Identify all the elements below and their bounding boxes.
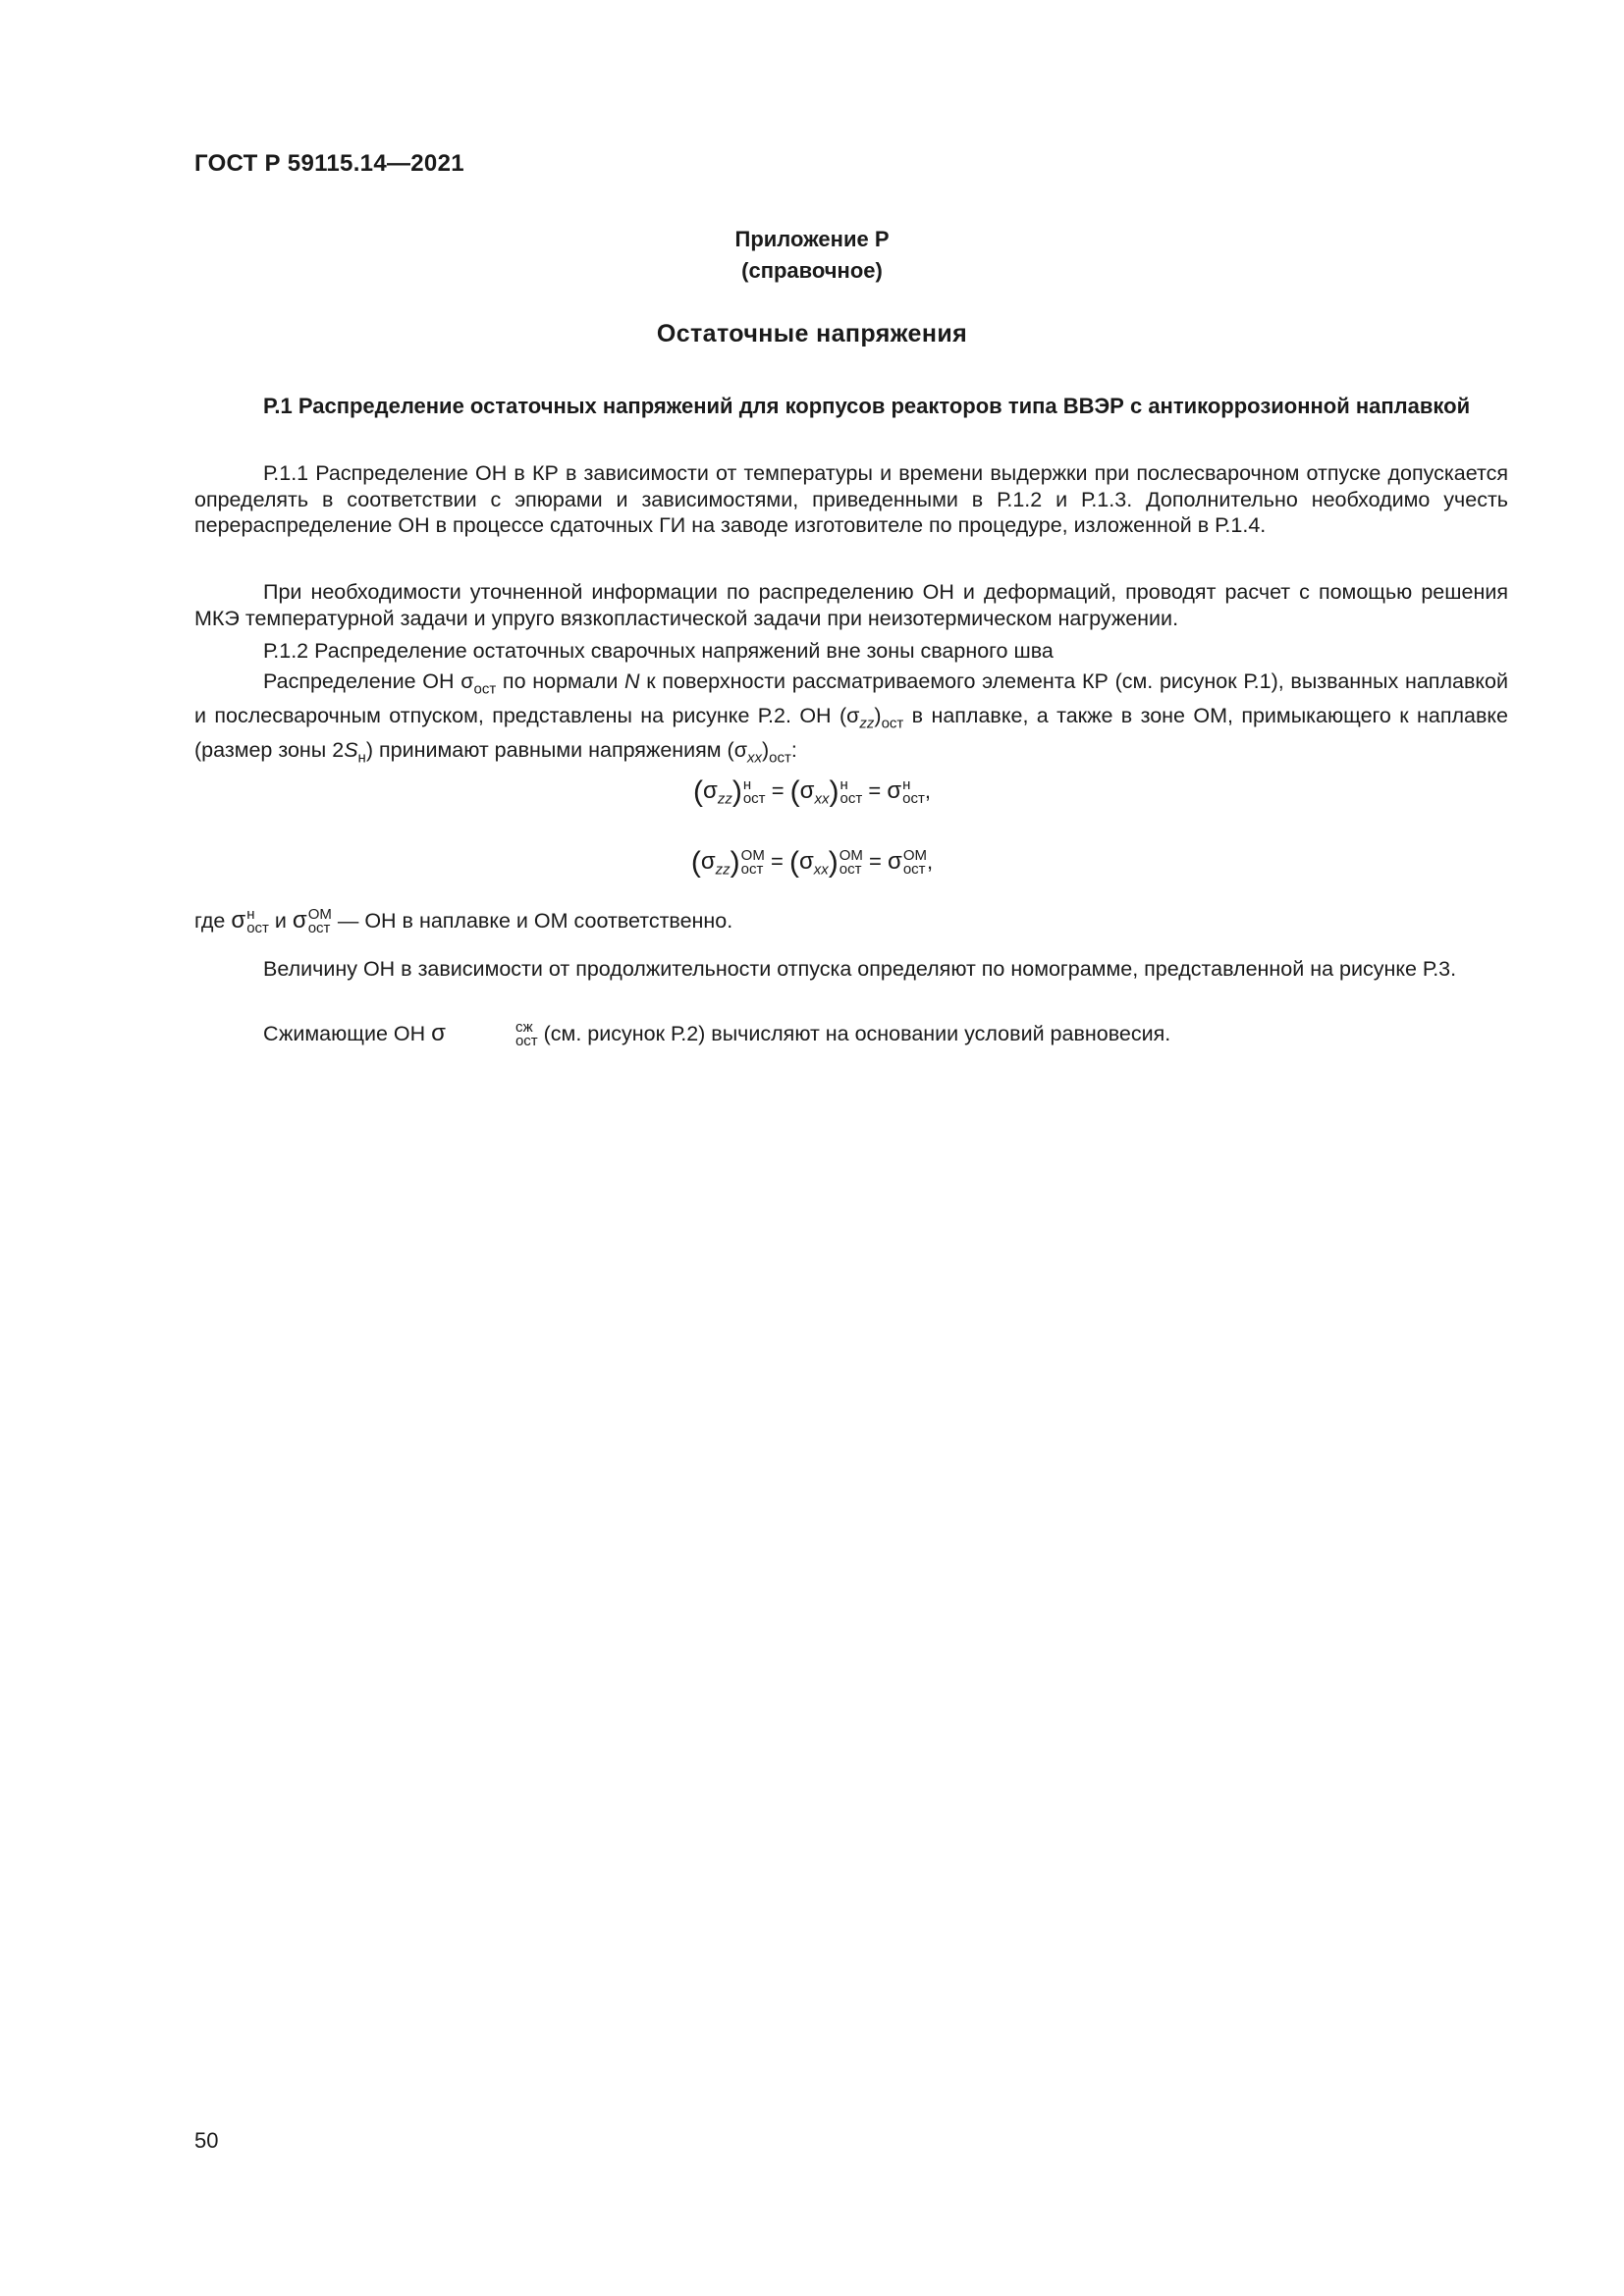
paragraph-p1-1: Р.1.1 Распределение ОН в КР в зависимости от температуры и времени выдержки при послесварочном отпуске допускается определять в соответствии с эпюрами и зависимостями, приведенными в Р.1.2 и Р.1.3. Дополнительно необходимо учесть перераспределение ОН в процессе сдаточных ГИ на заводе изготовителе по процедуре, изложенной в Р.1.4. [194,461,1508,537]
document-code: ГОСТ Р 59115.14—2021 [194,150,464,177]
paragraph-distribution: Распределение ОН $\sigma_{ост}$ по нормали N к поверхности рассматриваемого элемента КР (см. рисунок Р.1), вызванных наплавкой и послесварочным отпуском, представлены на рисунке Р.2. ОН $(\sigma_{zz})_{ост}$ в наплавке, а также в зоне ОМ, примыкающего к наплавке (размер зоны $2S_н$) принимают равными напряжениям $(\sigma_{xx})_{ост}$: [194,669,1509,766]
annex-note: (справочное) [741,258,883,283]
paragraph-block [194,1021,1508,1048]
formula-base-metal: $(\sigma_{zz})$ ОМ ост = $(\sigma_{xx})$ ОМ ост = σ ОМ ост , [690,846,934,879]
subsection-heading [194,394,1508,420]
paragraph-block [194,460,1508,539]
paragraph-block [194,956,1508,983]
paragraph-block [194,638,1508,665]
subsection-heading-text: Р.1 Распределение остаточных напряжений для корпусов реакторов типа ВВЭР с антикоррозионной наплавкой [263,394,1471,418]
paragraph-block [194,579,1508,631]
paragraph-p1-2: Р.1.2 Распределение остаточных сварочных напряжений вне зоны сварного шва [263,639,1054,663]
paragraph-compressive: Сжимающие ОН σ сж ост (см. рисунок Р.2) вычисляют на основании условий равновесия. [263,1019,1171,1050]
paragraph-fem: При необходимости уточненной информации по распределению ОН и деформаций, проводят расчет с помощью решения МКЭ температурной задачи и упруго вязкопластической задачи при неизотермическом нагружении. [194,580,1508,630]
formula-cladding: $(\sigma_{zz})$ н ост = $(\sigma_{xx})$ н ост = σ н ост , [693,775,931,808]
formula-legend: где σ н ост и σ ОМ ост — ОН в наплавке и ОМ соответственно. [194,906,733,937]
paragraph-nomogram: Величину ОН в зависимости от продолжительности отпуска определяют по номограмме, представленной на рисунке Р.3. [263,957,1457,981]
page-number: 50 [194,2128,219,2153]
section-title: Остаточные напряжения [656,320,968,347]
annex-title: Приложение Р [734,227,890,251]
paragraph-block [194,668,1508,771]
